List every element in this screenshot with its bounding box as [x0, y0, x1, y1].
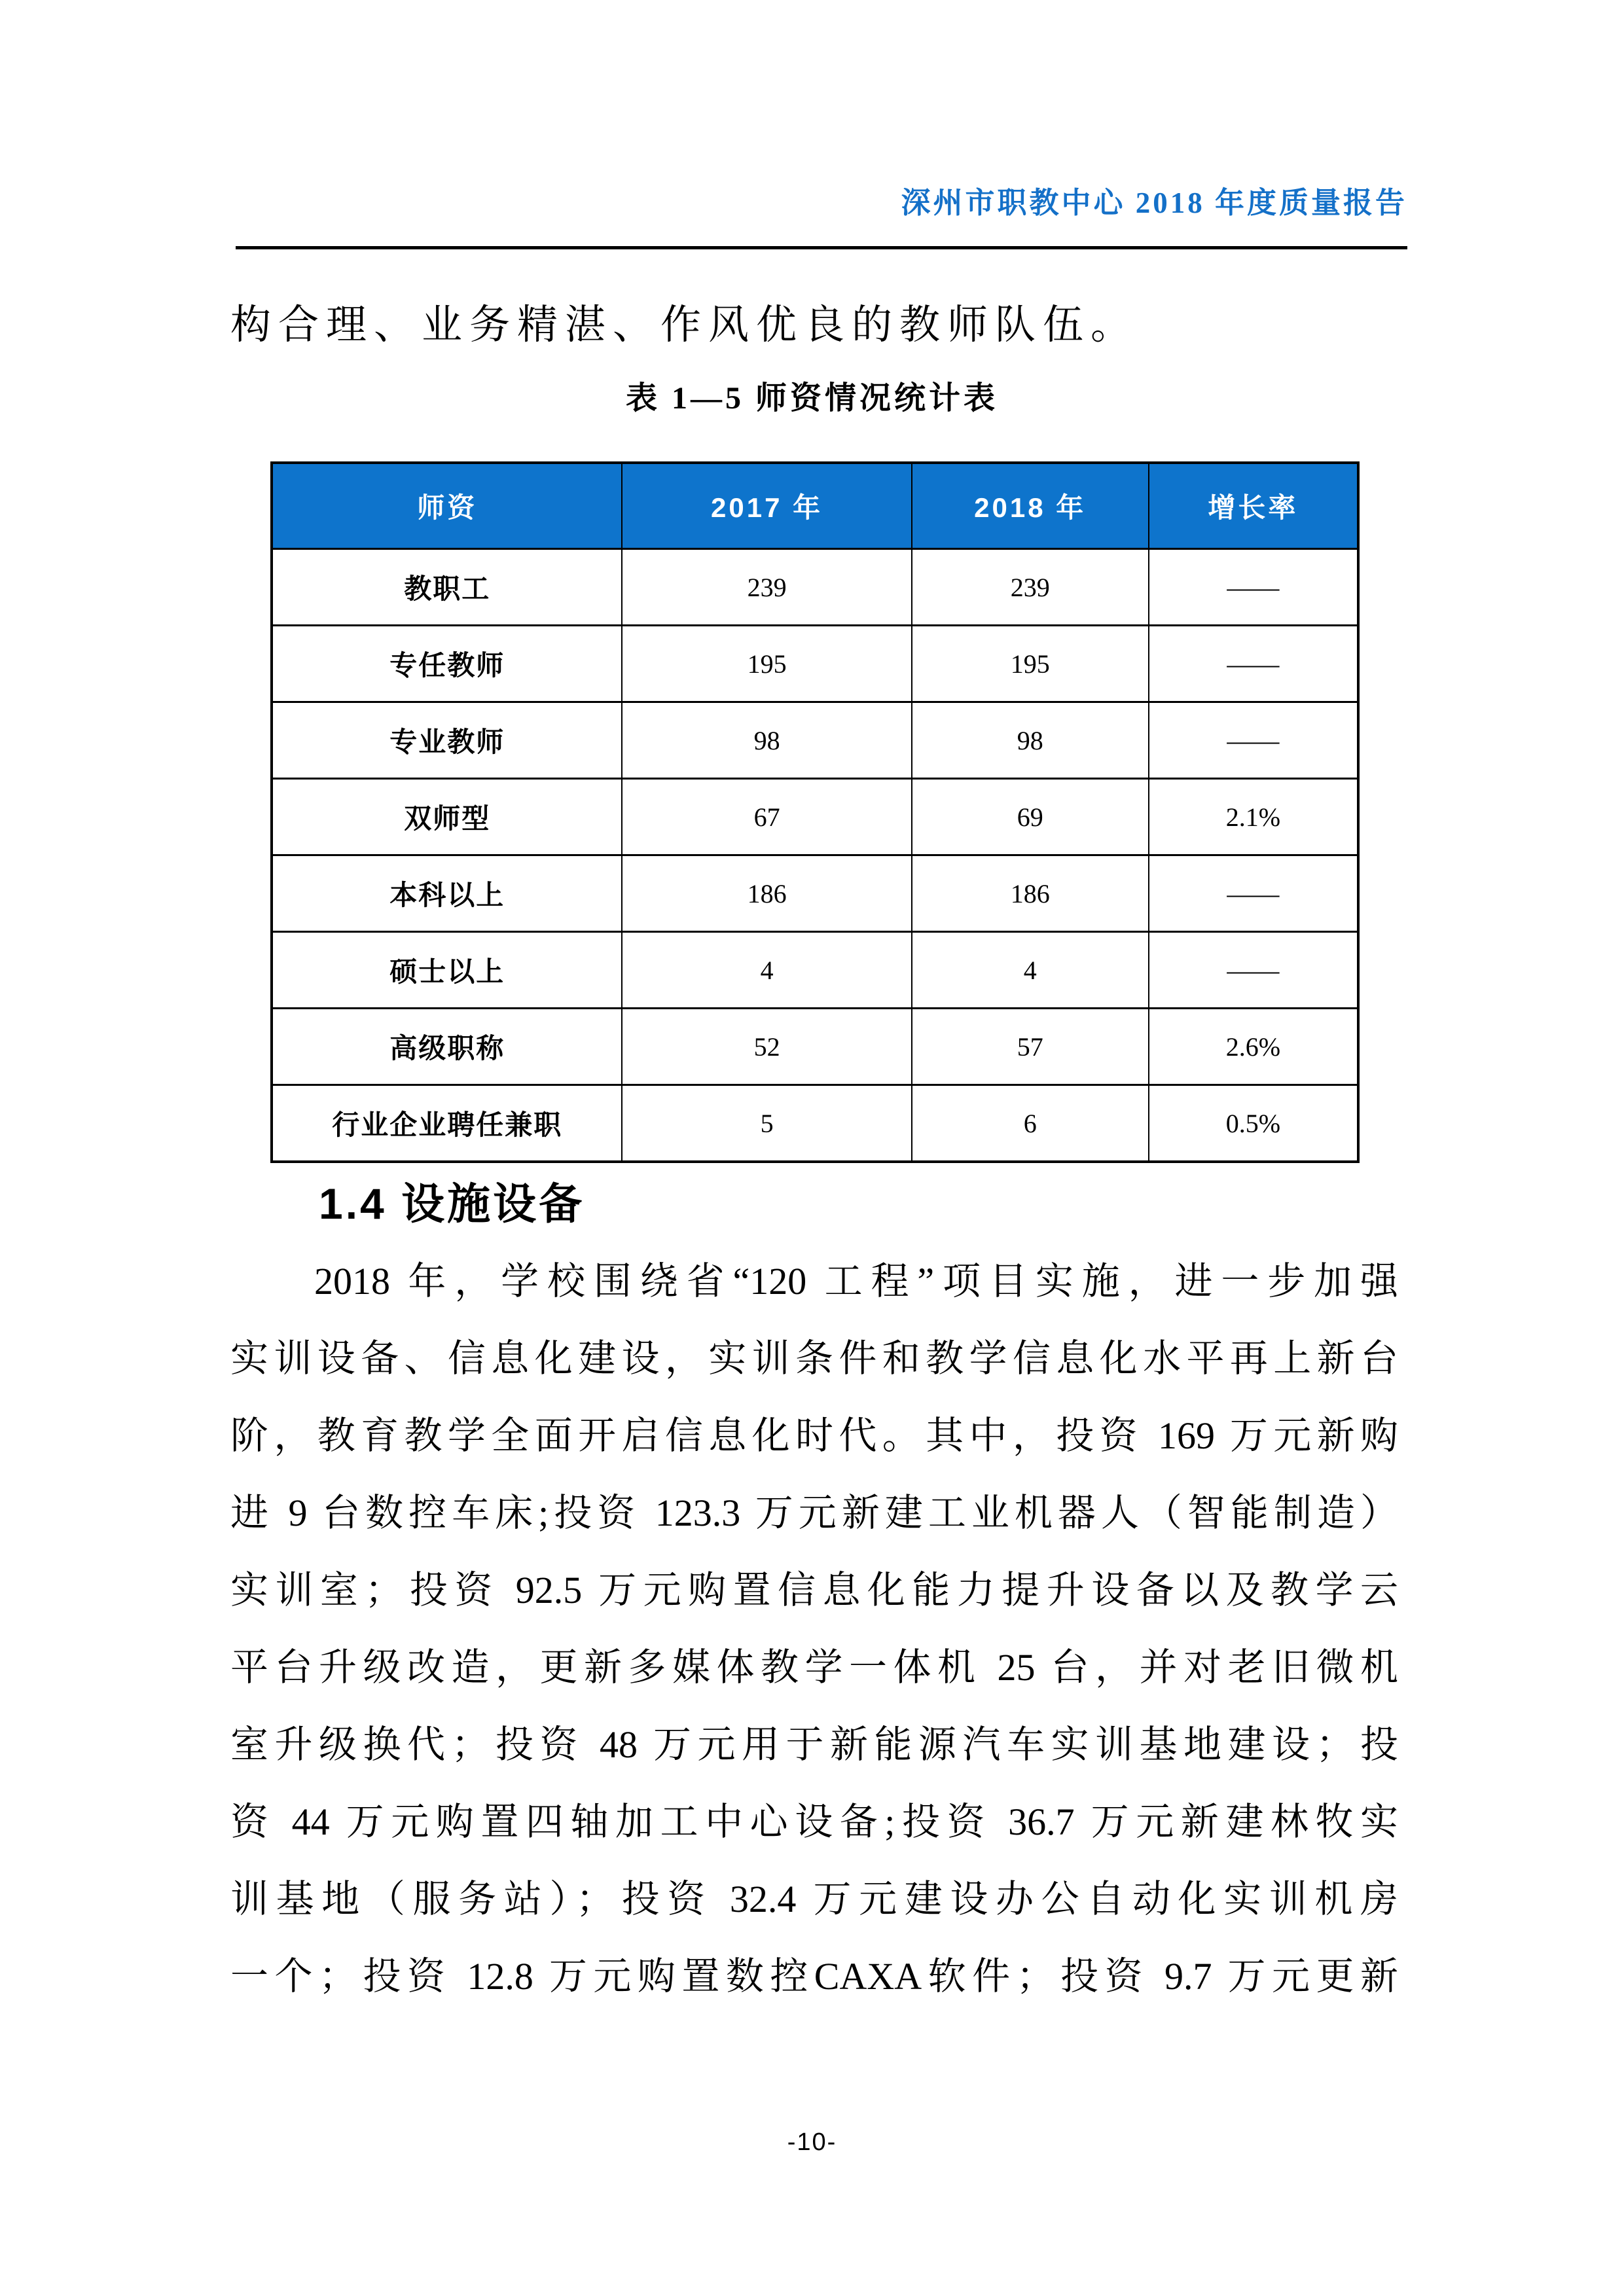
row-label-cell: 行业企业聘任兼职	[272, 1085, 622, 1162]
row-label-cell: 本科以上	[272, 855, 622, 932]
section-heading: 1.4 设施设备	[319, 1179, 585, 1228]
value-cell: 195	[912, 626, 1149, 702]
table-row	[272, 626, 1358, 702]
value-cell: 57	[912, 1009, 1149, 1085]
row-label-cell: 硕士以上	[272, 932, 622, 1009]
column-header: 2018 年	[912, 463, 1149, 549]
table-row	[272, 549, 1358, 626]
value-cell: 186	[912, 855, 1149, 932]
value-cell: 6	[912, 1085, 1149, 1162]
table-header-row	[272, 463, 1358, 549]
value-cell: 4	[912, 932, 1149, 1009]
paragraph-line: 2018 年，学校围绕省“120 工程”项目实施，进一步加强	[314, 1260, 1398, 1302]
value-cell: ——	[1149, 932, 1358, 1009]
paragraph-line: 实训设备、信息化建设，实训条件和教学信息化水平再上新台	[230, 1337, 1398, 1380]
paragraph-line: 阶，教育教学全面开启信息化时代。其中，投资 169 万元新购	[230, 1414, 1398, 1457]
table-row	[272, 1085, 1358, 1162]
table-row	[272, 855, 1358, 932]
value-cell: 4	[622, 932, 911, 1009]
table-row	[272, 932, 1358, 1009]
value-cell: 67	[622, 779, 911, 855]
row-label-cell: 专任教师	[272, 626, 622, 702]
value-cell: ——	[1149, 855, 1358, 932]
row-label-cell: 专业教师	[272, 702, 622, 779]
value-cell: 5	[622, 1085, 911, 1162]
teacher-stats-table	[270, 461, 1360, 1163]
header-rule	[236, 246, 1407, 249]
value-cell: 239	[622, 549, 911, 626]
value-cell: 69	[912, 779, 1149, 855]
paragraph-line: 资 44 万元购置四轴加工中心设备;投资 36.7 万元新建林牧实	[230, 1801, 1398, 1843]
value-cell: 2.6%	[1149, 1009, 1358, 1085]
value-cell: 52	[622, 1009, 911, 1085]
paragraph-line: 实训室；投资 92.5 万元购置信息化能力提升设备以及教学云	[230, 1569, 1398, 1611]
value-cell: 239	[912, 549, 1149, 626]
paragraph-line: 训基地（服务站）；投资 32.4 万元建设办公自动化实训机房	[230, 1878, 1398, 1920]
value-cell: ——	[1149, 702, 1358, 779]
value-cell: 0.5%	[1149, 1085, 1358, 1162]
row-label-cell: 教职工	[272, 549, 622, 626]
table-body	[272, 549, 1358, 1162]
value-cell: 98	[622, 702, 911, 779]
value-cell: ——	[1149, 549, 1358, 626]
table-row	[272, 779, 1358, 855]
value-cell: 2.1%	[1149, 779, 1358, 855]
table-caption: 表 1—5 师资情况统计表	[625, 381, 998, 416]
table-row	[272, 702, 1358, 779]
paragraph-line: 一个；投资 12.8 万元购置数控CAXA软件；投资 9.7 万元更新	[230, 1955, 1398, 1998]
page-number: -10-	[787, 2128, 837, 2156]
page-header-title: 深州市职教中心 2018 年度质量报告	[901, 187, 1407, 219]
row-label-cell: 高级职称	[272, 1009, 622, 1085]
row-label-cell: 双师型	[272, 779, 622, 855]
paragraph-line: 室升级换代；投资 48 万元用于新能源汽车实训基地建设；投	[230, 1723, 1398, 1766]
value-cell: 186	[622, 855, 911, 932]
value-cell: 195	[622, 626, 911, 702]
column-header: 增长率	[1149, 463, 1358, 549]
paragraph-line: 平台升级改造，更新多媒体教学一体机 25 台，并对老旧微机	[230, 1646, 1398, 1689]
value-cell: ——	[1149, 626, 1358, 702]
intro-text: 构合理、业务精湛、作风优良的教师队伍。	[230, 303, 1139, 348]
value-cell: 98	[912, 702, 1149, 779]
table-row	[272, 1009, 1358, 1085]
column-header: 2017 年	[622, 463, 911, 549]
paragraph-line: 进 9 台数控车床;投资 123.3 万元新建工业机器人（智能制造）	[230, 1492, 1398, 1534]
column-header: 师资	[272, 463, 622, 549]
